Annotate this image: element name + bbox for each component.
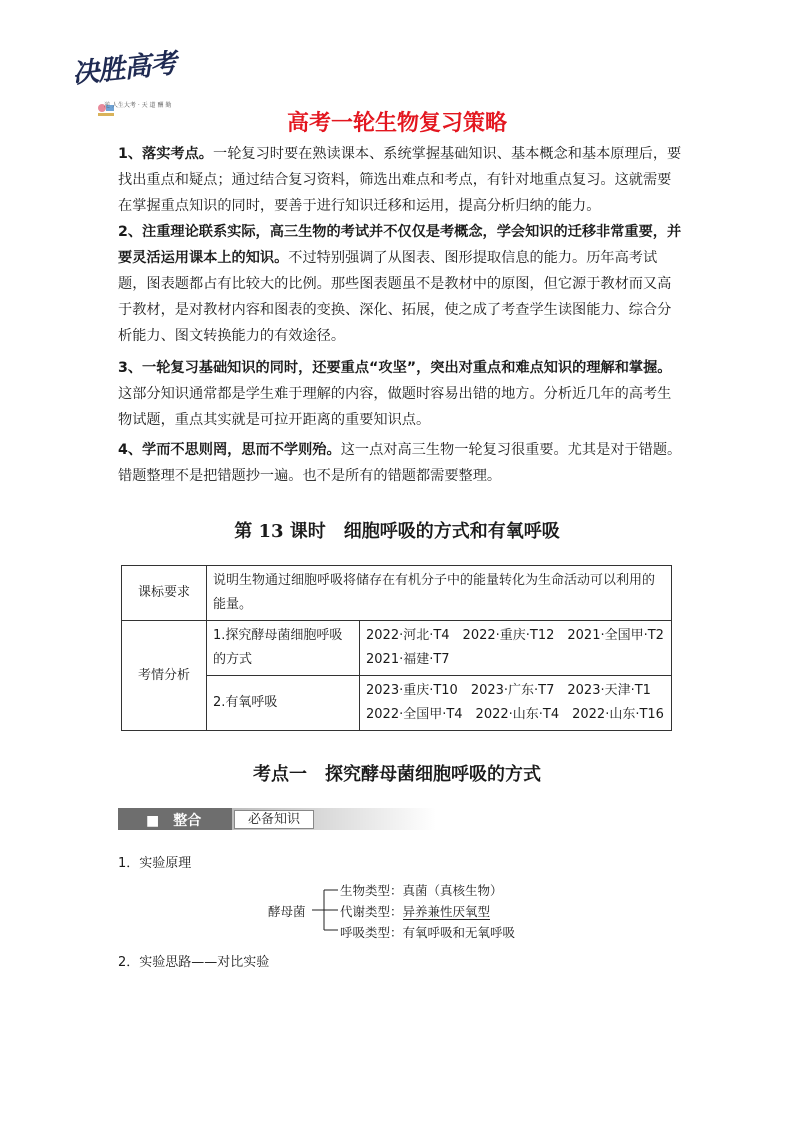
- yeast-root-label: 酵母菌: [268, 904, 306, 919]
- logo-text: 决胜高考: [70, 48, 178, 90]
- yeast-item-biotype: [340, 881, 503, 899]
- table-row: [122, 566, 672, 621]
- strategy-lead: 4、学而不思则罔，思而不学则殆。: [118, 442, 341, 458]
- step-heading-1: 1．实验原理: [118, 856, 192, 871]
- table-cell-exams: [360, 621, 672, 676]
- strategy-lead: 3、一轮复习基础知识的同时，还要重点“攻坚”，突出对重点和难点知识的理解和掌握。: [118, 360, 672, 376]
- bracket-lines: [312, 886, 342, 934]
- strategy-lead: 1、落实考点。: [118, 146, 213, 162]
- yeast-item-label: 代谢类型：: [340, 904, 403, 919]
- exam-line: 2022·全国甲·T4 2022·山东·T4 2022·山东·T16: [366, 707, 664, 722]
- table-row: [122, 621, 672, 676]
- strategy-lead: 2、注重理论联系实际，高三生物的考试并不仅仅是考概念，学会知识的迁移非常重要，并要灵活运用课本上的知识。: [118, 224, 682, 266]
- exam-line: 2022·河北·T4 2022·重庆·T12 2021·全国甲·T2: [366, 628, 664, 643]
- yeast-item-value: 有氧呼吸和无氧呼吸: [402, 925, 516, 940]
- section-title: 考点一 探究酵母菌细胞呼吸的方式: [253, 764, 541, 785]
- yeast-item-label: 生物类型：: [340, 883, 403, 898]
- exam-line: 2021·福建·T7: [366, 652, 450, 667]
- yeast-item-respiration: [340, 923, 515, 941]
- strategy-body: 这一点对高三生物一轮复习很重要。尤其是对于错题。错题整理不是把错题抄一遍。也不是所有的错题都需要整理。: [118, 442, 682, 484]
- strategy-body: 不过特别强调了从图表、图形提取信息的能力。历年高考试题，图表题都占有比较大的比例。那些图表题虽不是教材中的原图，但它源于教材而又高于教材，是对教材内容和图表的变换、深化、拓展，使之成了考查学生读图能力、综合分析能力、图文转换能力的有效途径。: [118, 250, 672, 344]
- strategy-paragraph-1: [118, 141, 684, 219]
- section-band-label: 必备知识: [234, 810, 314, 829]
- logo-subtitle: 逆 人生大考 · 天 道 酬 勤: [104, 102, 172, 109]
- yeast-item-value: 真菌（真核生物）: [402, 883, 503, 898]
- table-cell-label: 考情分析: [122, 621, 207, 731]
- section-band-tag: ■ 整合: [146, 813, 202, 829]
- table-cell-topic: 2.有氧呼吸: [207, 676, 360, 731]
- strategy-paragraph-3: [118, 355, 684, 433]
- yeast-item-value: 异养兼性厌氧型: [402, 904, 491, 919]
- strategy-paragraph-4: [118, 437, 684, 489]
- strategy-body: 这部分知识通常都是学生难于理解的内容，做题时容易出错的地方。分析近几年的高考生物试题，重点其实就是可拉开距离的重要知识点。: [118, 386, 672, 428]
- strategy-paragraph-2: [118, 219, 684, 349]
- yeast-item-label: 呼吸类型：: [340, 925, 403, 940]
- table-cell-requirement: 说明生物通过细胞呼吸将储存在有机分子中的能量转化为生命活动可以利用的能量。: [207, 566, 672, 621]
- table-cell-exams: [360, 676, 672, 731]
- yeast-item-metabolism: [340, 902, 490, 920]
- lesson-title: 第 13 课时 细胞呼吸的方式和有氧呼吸: [234, 521, 560, 542]
- exam-line: 2023·重庆·T10 2023·广东·T7 2023·天津·T1: [366, 683, 651, 698]
- table-cell-topic: 1.探究酵母菌细胞呼吸的方式: [207, 621, 360, 676]
- curriculum-table: [121, 565, 672, 731]
- table-cell-label: 课标要求: [122, 566, 207, 621]
- page-title: 高考一轮生物复习策略: [286, 111, 507, 136]
- step-heading-2: 2．实验思路——对比实验: [118, 955, 270, 970]
- strategy-body: 一轮复习时要在熟读课本、系统掌握基础知识、基本概念和基本原理后，要找出重点和疑点；通过结合复习资料，筛选出难点和考点，有针对地重点复习。这就需要在掌握重点知识的同时，要善于进行知识迁移和运用，提高分析归纳的能力。: [118, 146, 682, 214]
